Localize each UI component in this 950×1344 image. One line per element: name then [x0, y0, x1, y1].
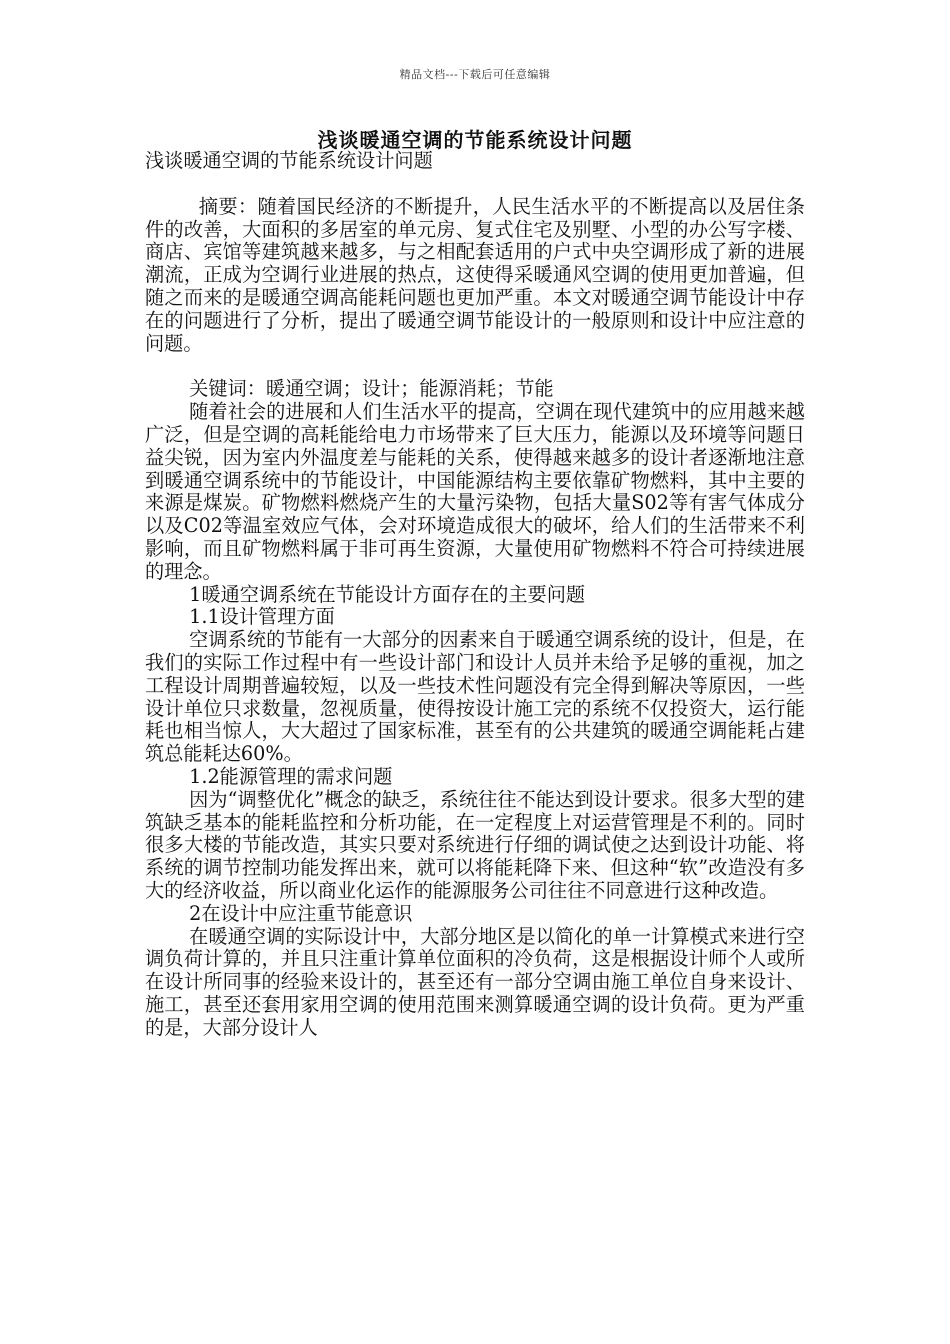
section-1-2-paragraph: 因为“调整优化”概念的缺乏，系统往往不能达到设计要求。很多大型的建筑缺乏基本的能耗监控和分析功能，在一定程度上对运营管理是不利的。同时很多大楼的节能改造，其实只要对系统进行仔细的调试使之达到设计功能、将系统的调节控制功能发挥出来，就可以将能耗降下来、但这种“软”改造没有多大的经济收益，所以商业化运作的能源服务公司往往不同意进行这种改造。 [145, 787, 805, 902]
keywords-line: 关键词：暖通空调；设计；能源消耗；节能 [189, 377, 554, 401]
abstract-paragraph: 摘要：随着国民经济的不断提升，人民生活水平的不断提高以及居住条件的改善，大面积的多居室的单元房、复式住宅及别墅、小型的办公写字楼、商店、宾馆等建筑越来越多，与之相配套适用的户式中央空调形成了新的进展潮流，正成为空调行业进展的热点，这使得采暖通风空调的使用更加普遍，但随之而来的是暖通空调高能耗问题也更加严重。本文对暖通空调节能设计中存在的问题进行了分析，提出了暖通空调节能设计的一般原则和设计中应注意的问题。 [145, 194, 805, 355]
section-1-2-heading: 1.2能源管理的需求问题 [189, 764, 393, 788]
section-1-heading: 1暖通空调系统在节能设计方面存在的主要问题 [189, 582, 586, 606]
document-body [145, 150, 805, 1039]
section-1-1-paragraph: 空调系统的节能有一大部分的因素来自于暖通空调系统的设计，但是，在我们的实际工作过程中有一些设计部门和设计人员并未给予足够的重视，加之工程设计周期普遍较短，以及一些技术性问题没有完全得到解决等原因，一些设计单位只求数量，忽视质量，使得按设计施工完的系统不仅投资大，运行能耗也相当惊人，大大超过了国家标准，甚至有的公共建筑的暖通空调能耗占建筑总能耗达60%。 [145, 628, 805, 766]
document-title: 浅谈暖通空调的节能系统设计问题 [317, 128, 633, 152]
section-1-1-heading: 1.1设计管理方面 [189, 605, 335, 629]
section-2-heading: 2在设计中应注重节能意识 [189, 901, 413, 925]
document-subtitle: 浅谈暖通空调的节能系统设计问题 [145, 149, 433, 172]
section-2-paragraph: 在暖通空调的实际设计中，大部分地区是以简化的单一计算模式来进行空调负荷计算的，并且只注重计算单位面积的冷负荷，这是根据设计师个人或所在设计所同事的经验来设计的，甚至还有一部分空调由施工单位自身来设计、施工，甚至还套用家用空调的使用范围来测算暖通空调的设计负荷。更为严重的是，大部分设计人 [145, 924, 805, 1039]
intro-paragraph: 随着社会的进展和人们生活水平的提高，空调在现代建筑中的应用越来越广泛，但是空调的高耗能给电力市场带来了巨大压力，能源以及环境等问题日益尖锐，因为室内外温度差与能耗的关系，使得越来越多的设计者逐渐地注意到暖通空调系统中的节能设计，中国能源结构主要依靠矿物燃料，其中主要的来源是煤炭。矿物燃料燃烧产生的大量污染物，包括大量S02等有害气体成分以及C02等温室效应气体，会对环境造成很大的破坏，给人们的生活带来不利影响，而且矿物燃料属于非可再生资源，大量使用矿物燃料不符合可持续进展的理念。 [145, 400, 805, 583]
page-header-note: 精品文档---下载后可任意编辑 [399, 68, 551, 81]
